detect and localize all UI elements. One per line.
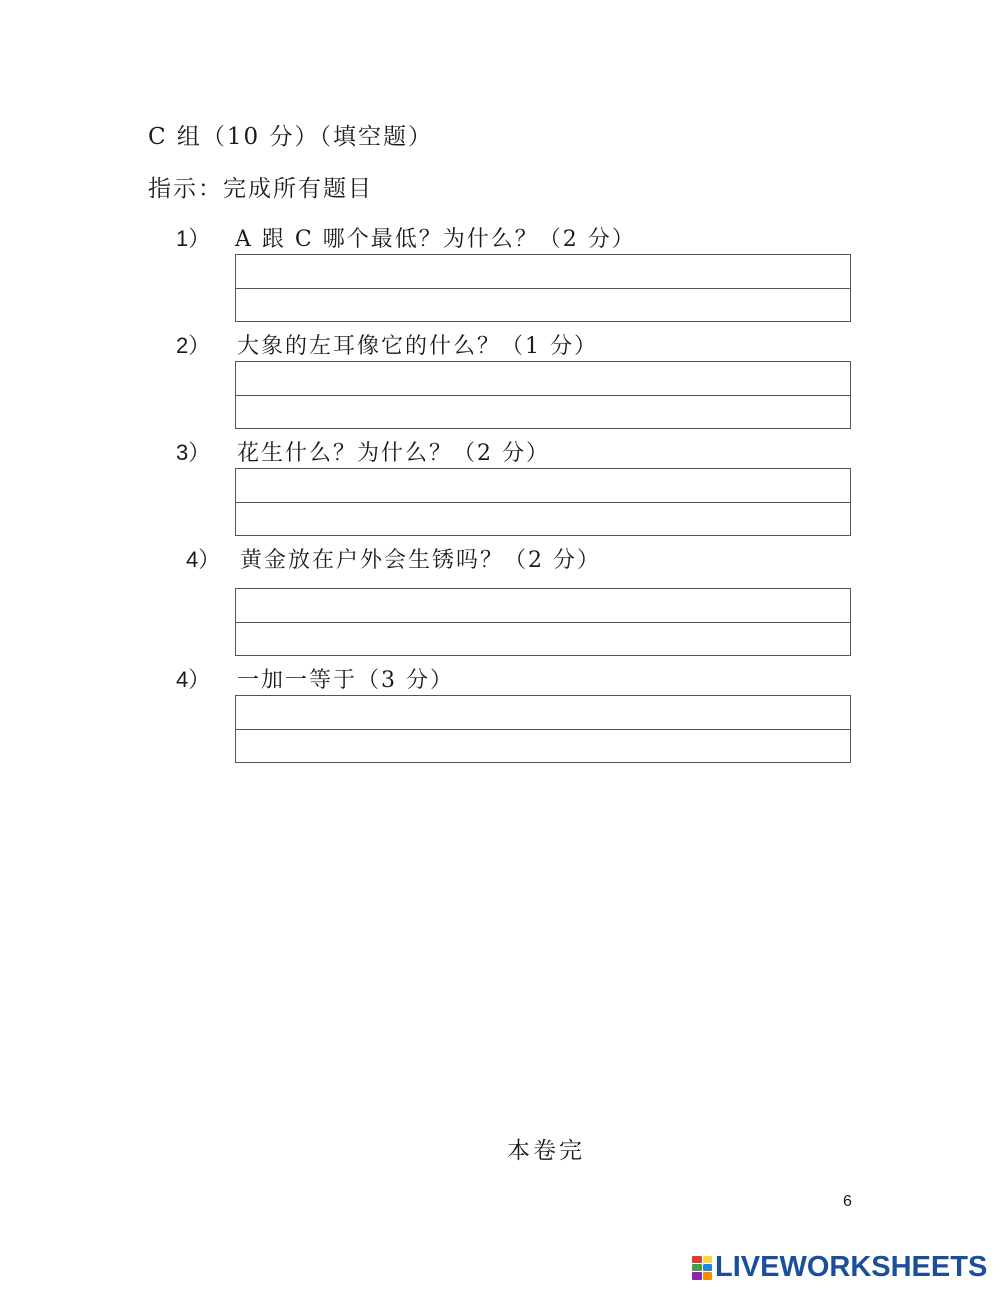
- end-of-paper-text: 本卷完: [507, 1138, 585, 1164]
- answer-box-3: [235, 468, 851, 536]
- answer-input[interactable]: [236, 696, 850, 729]
- question-text: 一加一等于（3 分）: [237, 668, 454, 693]
- answer-input[interactable]: [236, 589, 850, 622]
- answer-input[interactable]: [236, 362, 850, 395]
- question-number: 3）: [176, 440, 211, 465]
- answer-input[interactable]: [236, 502, 850, 536]
- question-number: 1）: [176, 226, 211, 251]
- logo-text: LIVEWORKSHEETS: [715, 1251, 988, 1283]
- answer-box-2: [235, 361, 851, 429]
- question-number: 4）: [176, 667, 211, 692]
- question-number: 2）: [176, 333, 211, 358]
- question-text: A 跟 C 哪个最低？为什么？（2 分）: [235, 227, 636, 252]
- question-text: 花生什么？为什么？（2 分）: [237, 441, 550, 466]
- instruction-text: 指示：完成所有题目: [148, 176, 373, 202]
- liveworksheets-logo-icon: [692, 1256, 712, 1280]
- answer-input[interactable]: [236, 255, 850, 288]
- answer-input[interactable]: [236, 288, 850, 322]
- answer-input[interactable]: [236, 729, 850, 763]
- page-number: 6: [843, 1193, 852, 1210]
- answer-box-1: [235, 254, 851, 322]
- answer-input[interactable]: [236, 395, 850, 429]
- answer-input[interactable]: [236, 622, 850, 656]
- answer-input[interactable]: [236, 469, 850, 502]
- liveworksheets-logo: [692, 1253, 987, 1282]
- section-title: C 组（10 分）（填空题）: [148, 124, 433, 150]
- question-text: 黄金放在户外会生锈吗？（2 分）: [240, 548, 601, 573]
- answer-box-4: [235, 588, 851, 656]
- question-text: 大象的左耳像它的什么？（1 分）: [237, 334, 598, 359]
- answer-box-5: [235, 695, 851, 763]
- question-number: 4）: [186, 547, 221, 572]
